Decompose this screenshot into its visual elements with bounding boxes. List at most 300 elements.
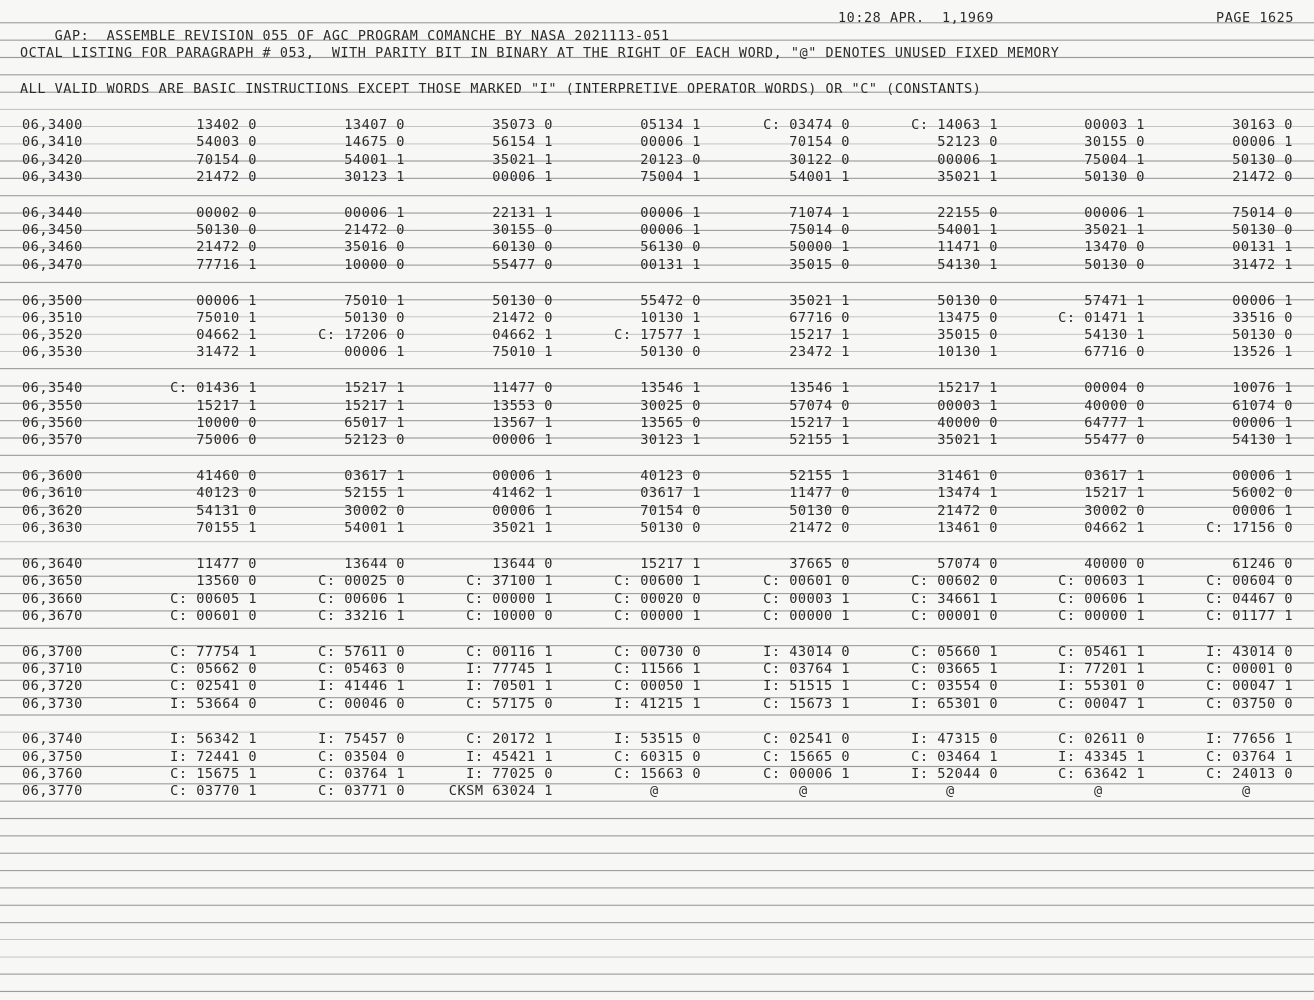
octal-word: C: 00000 1: [614, 607, 701, 624]
octal-word: C: 00606 1: [1058, 590, 1145, 607]
octal-word: 75006 0: [196, 432, 257, 449]
octal-word: 40123 0: [640, 468, 701, 485]
octal-word: 35021 1: [1084, 222, 1145, 239]
octal-word: 21472 0: [789, 520, 850, 537]
octal-word: C: 63642 1: [1058, 766, 1145, 783]
octal-word: 00131 1: [1232, 239, 1293, 256]
octal-listing: [0, 117, 1314, 819]
octal-word: C: 03554 0: [911, 678, 998, 695]
octal-word: 15217 1: [937, 380, 998, 397]
address-label: 06,3620: [22, 502, 83, 519]
octal-word: 50130 0: [1084, 256, 1145, 273]
table-row: [0, 293, 1314, 310]
row-group: [0, 731, 1314, 800]
octal-word: 21472 0: [344, 222, 405, 239]
octal-word: C: 15675 1: [170, 766, 257, 783]
octal-word: 75004 1: [640, 168, 701, 185]
octal-word: 00003 1: [937, 397, 998, 414]
row-group: [0, 380, 1314, 449]
octal-word: I: 53515 0: [614, 731, 701, 748]
octal-word: 50130 0: [937, 292, 998, 309]
octal-word: 00004 0: [1084, 380, 1145, 397]
octal-word: 50130 0: [1232, 327, 1293, 344]
octal-word: C: 00001 0: [1206, 660, 1293, 677]
octal-word: 60130 0: [492, 239, 553, 256]
octal-word: C: 37100 1: [466, 573, 553, 590]
octal-word: 30123 1: [640, 432, 701, 449]
octal-word: C: 00116 1: [466, 643, 553, 660]
octal-word: C: 00601 0: [170, 607, 257, 624]
octal-word: 40000 0: [1084, 397, 1145, 414]
table-row: [0, 644, 1314, 661]
octal-word: 00006 1: [1232, 414, 1293, 431]
octal-word: 52123 0: [937, 134, 998, 151]
address-label: 06,3560: [22, 414, 83, 431]
octal-word: 52155 1: [344, 485, 405, 502]
address-label: 06,3540: [22, 380, 83, 397]
octal-word: 75004 1: [1084, 151, 1145, 168]
octal-word: 70154 0: [789, 134, 850, 151]
octal-word: 13474 1: [937, 485, 998, 502]
octal-word: 31472 1: [196, 344, 257, 361]
octal-word: 35015 0: [789, 256, 850, 273]
octal-word: 50130 0: [1084, 168, 1145, 185]
octal-word: 57471 1: [1084, 292, 1145, 309]
octal-word: C: 10000 0: [466, 607, 553, 624]
octal-word: 00006 1: [1084, 204, 1145, 221]
octal-word: 00006 1: [492, 432, 553, 449]
octal-word: C: 01177 1: [1206, 607, 1293, 624]
octal-word: 15217 1: [789, 414, 850, 431]
timestamp: 10:28 APR. 1,1969: [838, 11, 994, 26]
row-group: [0, 117, 1314, 186]
octal-word: 00006 1: [492, 502, 553, 519]
octal-word: 04662 1: [492, 327, 553, 344]
address-label: 06,3470: [22, 256, 83, 273]
row-group: [0, 205, 1314, 274]
octal-word: C: 03474 0: [763, 117, 850, 133]
octal-word: 13546 1: [640, 380, 701, 397]
octal-word: 30155 0: [1084, 134, 1145, 151]
octal-word: C: 00001 0: [911, 607, 998, 624]
octal-word: 21472 0: [196, 239, 257, 256]
octal-word: C: 03464 1: [911, 748, 998, 765]
octal-word: 65017 1: [344, 414, 405, 431]
octal-word: C: 03764 1: [1206, 748, 1293, 765]
octal-word: 50130 0: [492, 292, 553, 309]
address-label: 06,3650: [22, 573, 83, 590]
octal-word: 31472 1: [1232, 256, 1293, 273]
octal-word: C: 00603 1: [1058, 573, 1145, 590]
table-row: [0, 485, 1314, 502]
octal-word: 57074 0: [937, 555, 998, 572]
octal-word: 11477 0: [789, 485, 850, 502]
octal-word: 05134 1: [640, 117, 701, 133]
octal-word: 00006 1: [1232, 468, 1293, 485]
octal-word: C: 00020 0: [614, 590, 701, 607]
octal-word: 13644 0: [492, 555, 553, 572]
table-row: [0, 134, 1314, 151]
octal-word: 00006 1: [1232, 134, 1293, 151]
table-row: [0, 344, 1314, 361]
table-row: [0, 239, 1314, 256]
table-row: [0, 678, 1314, 695]
octal-word: 13567 1: [492, 414, 553, 431]
octal-word: 67716 0: [1084, 344, 1145, 361]
octal-word: 11477 0: [492, 380, 553, 397]
octal-word: C: 15665 0: [763, 748, 850, 765]
header-line-2: OCTAL LISTING FOR PARAGRAPH # 053, WITH PARITY BIT IN BINARY AT THE RIGHT OF EACH WORD, "@" DENOTES UNUSED FIXED MEMORY: [20, 46, 1060, 61]
table-row: [0, 117, 1314, 134]
octal-word: 14675 0: [344, 134, 405, 151]
table-row: [0, 591, 1314, 608]
octal-word: 30002 0: [1084, 502, 1145, 519]
octal-word: C: 00606 1: [318, 590, 405, 607]
octal-word: C: 17577 1: [614, 327, 701, 344]
octal-word: I: 77745 1: [466, 660, 553, 677]
table-row: [0, 222, 1314, 239]
address-label: 06,3450: [22, 222, 83, 239]
octal-word: C: 20172 1: [466, 731, 553, 748]
octal-word: 54001 1: [344, 151, 405, 168]
octal-word: 03617 1: [1084, 468, 1145, 485]
table-row: [0, 327, 1314, 344]
octal-word: I: 53664 0: [170, 695, 257, 712]
octal-word: 04662 1: [1084, 520, 1145, 537]
octal-word: 00006 1: [492, 168, 553, 185]
octal-word: C: 02541 0: [170, 678, 257, 695]
octal-word: 10130 1: [937, 344, 998, 361]
octal-word: 20123 0: [640, 151, 701, 168]
octal-word: I: 41215 1: [614, 695, 701, 712]
octal-word: 70155 1: [196, 520, 257, 537]
address-label: 06,3400: [22, 117, 83, 133]
address-label: 06,3600: [22, 468, 83, 485]
octal-word: 75010 1: [344, 292, 405, 309]
octal-word: 67716 0: [789, 309, 850, 326]
octal-word: 00006 1: [640, 222, 701, 239]
table-row: [0, 380, 1314, 397]
octal-word: 23472 1: [789, 344, 850, 361]
octal-word: 54130 1: [937, 256, 998, 273]
octal-word: 50130 0: [1232, 222, 1293, 239]
unused-word: @: [1094, 783, 1103, 800]
octal-word: 70154 0: [640, 502, 701, 519]
octal-word: C: 15663 0: [614, 766, 701, 783]
table-row: [0, 257, 1314, 274]
table-row: [0, 205, 1314, 222]
octal-word: 21472 0: [196, 168, 257, 185]
octal-word: 13470 0: [1084, 239, 1145, 256]
octal-word: 10076 1: [1232, 380, 1293, 397]
octal-word: 00006 1: [937, 151, 998, 168]
octal-word: 13402 0: [196, 117, 257, 133]
octal-word: C: 00050 1: [614, 678, 701, 695]
octal-word: I: 51515 1: [763, 678, 850, 695]
octal-word: 13461 0: [937, 520, 998, 537]
octal-word: 50130 0: [1232, 151, 1293, 168]
octal-word: I: 43014 0: [763, 643, 850, 660]
octal-word: C: 14063 1: [911, 117, 998, 133]
octal-word: C: 03504 0: [318, 748, 405, 765]
octal-word: I: 41446 1: [318, 678, 405, 695]
octal-word: 54001 1: [937, 222, 998, 239]
octal-word: C: 05463 0: [318, 660, 405, 677]
address-label: 06,3660: [22, 590, 83, 607]
address-label: 06,3750: [22, 748, 83, 765]
octal-word: 30122 0: [789, 151, 850, 168]
octal-word: I: 47315 0: [911, 731, 998, 748]
octal-word: C: 03764 1: [763, 660, 850, 677]
table-row: [0, 398, 1314, 415]
octal-word: 00003 1: [1084, 117, 1145, 133]
octal-word: C: 00047 1: [1058, 695, 1145, 712]
octal-word: 56002 0: [1232, 485, 1293, 502]
table-row: [0, 696, 1314, 713]
address-label: 06,3760: [22, 766, 83, 783]
address-label: 06,3700: [22, 643, 83, 660]
octal-word: 21472 0: [492, 309, 553, 326]
octal-word: C: 03764 1: [318, 766, 405, 783]
octal-word: C: 77754 1: [170, 643, 257, 660]
address-label: 06,3710: [22, 660, 83, 677]
octal-word: 30163 0: [1232, 117, 1293, 133]
octal-word: 64777 1: [1084, 414, 1145, 431]
octal-word: 55472 0: [640, 292, 701, 309]
octal-word: 15217 1: [344, 380, 405, 397]
table-row: [0, 661, 1314, 678]
octal-word: C: 24013 0: [1206, 766, 1293, 783]
table-row: [0, 556, 1314, 573]
octal-word: 00006 1: [344, 204, 405, 221]
table-row: [0, 415, 1314, 432]
octal-word: 54130 1: [1232, 432, 1293, 449]
octal-word: C: 00046 0: [318, 695, 405, 712]
octal-word: 40123 0: [196, 485, 257, 502]
octal-word: C: 03750 0: [1206, 695, 1293, 712]
octal-word: C: 05461 1: [1058, 643, 1145, 660]
address-label: 06,3610: [22, 485, 83, 502]
octal-word: C: 00047 1: [1206, 678, 1293, 695]
octal-word: 13560 0: [196, 573, 257, 590]
octal-word: I: 55301 0: [1058, 678, 1145, 695]
octal-word: 11471 0: [937, 239, 998, 256]
unused-word: @: [1242, 783, 1251, 800]
octal-word: 10130 1: [640, 309, 701, 326]
table-row: [0, 573, 1314, 590]
octal-word: C: 00003 1: [763, 590, 850, 607]
octal-word: I: 56342 1: [170, 731, 257, 748]
octal-word: 54001 1: [344, 520, 405, 537]
octal-word: 52155 1: [789, 468, 850, 485]
octal-word: 50130 0: [789, 502, 850, 519]
octal-word: 13553 0: [492, 397, 553, 414]
address-label: 06,3420: [22, 151, 83, 168]
octal-word: 55477 0: [492, 256, 553, 273]
octal-word: 15217 1: [789, 327, 850, 344]
octal-word: 21472 0: [937, 502, 998, 519]
octal-word: C: 04467 0: [1206, 590, 1293, 607]
octal-word: CKSM 63024 1: [448, 783, 553, 800]
octal-word: 75010 1: [196, 309, 257, 326]
octal-word: 31461 0: [937, 468, 998, 485]
octal-word: 03617 1: [344, 468, 405, 485]
octal-word: 35021 1: [492, 520, 553, 537]
address-label: 06,3520: [22, 327, 83, 344]
octal-word: 00006 1: [640, 204, 701, 221]
octal-word: 75014 0: [1232, 204, 1293, 221]
octal-word: 13565 0: [640, 414, 701, 431]
octal-word: 35021 1: [492, 151, 553, 168]
table-row: [0, 783, 1314, 800]
octal-word: 35021 1: [937, 168, 998, 185]
octal-word: C: 11566 1: [614, 660, 701, 677]
table-row: [0, 468, 1314, 485]
octal-word: 37665 0: [789, 555, 850, 572]
octal-word: 35016 0: [344, 239, 405, 256]
table-row: [0, 766, 1314, 783]
octal-word: 56154 1: [492, 134, 553, 151]
table-row: [0, 608, 1314, 625]
octal-word: 15217 1: [640, 555, 701, 572]
address-label: 06,3530: [22, 344, 83, 361]
octal-word: 30123 1: [344, 168, 405, 185]
octal-word: C: 00000 1: [466, 590, 553, 607]
octal-word: 75010 1: [492, 344, 553, 361]
octal-word: C: 00600 1: [614, 573, 701, 590]
octal-word: 04662 1: [196, 327, 257, 344]
octal-word: 30155 0: [492, 222, 553, 239]
octal-word: 40000 0: [937, 414, 998, 431]
octal-word: I: 45421 1: [466, 748, 553, 765]
address-label: 06,3770: [22, 783, 83, 800]
row-group: [0, 556, 1314, 625]
octal-word: 56130 0: [640, 239, 701, 256]
octal-word: I: 43345 1: [1058, 748, 1145, 765]
octal-word: C: 00006 1: [763, 766, 850, 783]
octal-word: 40000 0: [1084, 555, 1145, 572]
octal-word: 71074 1: [789, 204, 850, 221]
octal-word: 54003 0: [196, 134, 257, 151]
octal-word: 50130 0: [344, 309, 405, 326]
octal-word: 50130 0: [640, 520, 701, 537]
octal-word: C: 05660 1: [911, 643, 998, 660]
address-label: 06,3730: [22, 695, 83, 712]
assembly-title: GAP: ASSEMBLE REVISION 055 OF AGC PROGRAM COMANCHE BY NASA 2021113-051: [54, 29, 670, 44]
octal-word: 13407 0: [344, 117, 405, 133]
unused-word: @: [946, 783, 955, 800]
table-row: [0, 152, 1314, 169]
row-group: [0, 293, 1314, 362]
octal-word: 10000 0: [196, 414, 257, 431]
octal-word: 21472 0: [1232, 168, 1293, 185]
octal-word: C: 05662 0: [170, 660, 257, 677]
octal-word: 77716 1: [196, 256, 257, 273]
octal-word: C: 00000 1: [763, 607, 850, 624]
octal-word: 00006 1: [492, 468, 553, 485]
header-line-3: ALL VALID WORDS ARE BASIC INSTRUCTIONS EXCEPT THOSE MARKED "I" (INTERPRETIVE OPERATOR WORDS) OR "C" (CONSTANTS): [20, 82, 982, 97]
table-row: [0, 310, 1314, 327]
octal-word: I: 77656 1: [1206, 731, 1293, 748]
octal-word: 13526 1: [1232, 344, 1293, 361]
octal-word: 54130 1: [1084, 327, 1145, 344]
table-row: [0, 731, 1314, 748]
address-label: 06,3440: [22, 204, 83, 221]
octal-word: 52155 1: [789, 432, 850, 449]
octal-word: C: 03665 1: [911, 660, 998, 677]
address-label: 06,3430: [22, 168, 83, 185]
octal-word: 33516 0: [1232, 309, 1293, 326]
table-row: [0, 749, 1314, 766]
octal-word: 61246 0: [1232, 555, 1293, 572]
octal-word: 54131 0: [196, 502, 257, 519]
octal-word: C: 00000 1: [1058, 607, 1145, 624]
octal-word: 61074 0: [1232, 397, 1293, 414]
octal-word: C: 17206 0: [318, 327, 405, 344]
octal-word: 70154 0: [196, 151, 257, 168]
octal-word: 03617 1: [640, 485, 701, 502]
octal-word: 35021 1: [937, 432, 998, 449]
unused-word: @: [650, 783, 659, 800]
octal-word: 22131 1: [492, 204, 553, 221]
octal-word: I: 70501 1: [466, 678, 553, 695]
octal-word: I: 65301 0: [911, 695, 998, 712]
address-label: 06,3570: [22, 432, 83, 449]
table-row: [0, 169, 1314, 186]
address-label: 06,3410: [22, 134, 83, 151]
row-group: [0, 468, 1314, 537]
table-row: [0, 503, 1314, 520]
octal-word: 00006 1: [640, 134, 701, 151]
octal-word: C: 01471 1: [1058, 309, 1145, 326]
octal-word: 00006 1: [1232, 502, 1293, 519]
octal-word: I: 75457 0: [318, 731, 405, 748]
octal-word: C: 15673 1: [763, 695, 850, 712]
octal-word: 00131 1: [640, 256, 701, 273]
octal-word: C: 02611 0: [1058, 731, 1145, 748]
octal-word: C: 02541 0: [763, 731, 850, 748]
octal-word: I: 77201 1: [1058, 660, 1145, 677]
octal-word: 35073 0: [492, 117, 553, 133]
octal-word: 35021 1: [789, 292, 850, 309]
address-label: 06,3670: [22, 607, 83, 624]
octal-word: 13475 0: [937, 309, 998, 326]
octal-word: C: 00602 0: [911, 573, 998, 590]
octal-word: 35015 0: [937, 327, 998, 344]
table-row: [0, 432, 1314, 449]
octal-word: 10000 0: [344, 256, 405, 273]
address-label: 06,3630: [22, 520, 83, 537]
octal-word: 50000 1: [789, 239, 850, 256]
octal-word: C: 34661 1: [911, 590, 998, 607]
octal-word: 55477 0: [1084, 432, 1145, 449]
octal-word: C: 60315 0: [614, 748, 701, 765]
octal-word: C: 57611 0: [318, 643, 405, 660]
octal-word: 15217 1: [1084, 485, 1145, 502]
address-label: 06,3460: [22, 239, 83, 256]
octal-word: 30002 0: [344, 502, 405, 519]
octal-word: 50130 0: [196, 222, 257, 239]
address-label: 06,3720: [22, 678, 83, 695]
page-number: PAGE 1625: [1216, 11, 1294, 26]
octal-word: 54001 1: [789, 168, 850, 185]
octal-word: C: 00605 1: [170, 590, 257, 607]
octal-word: C: 00601 0: [763, 573, 850, 590]
octal-word: 50130 0: [640, 344, 701, 361]
octal-word: C: 17156 0: [1206, 520, 1293, 537]
row-group: [0, 644, 1314, 713]
unused-word: @: [799, 783, 808, 800]
